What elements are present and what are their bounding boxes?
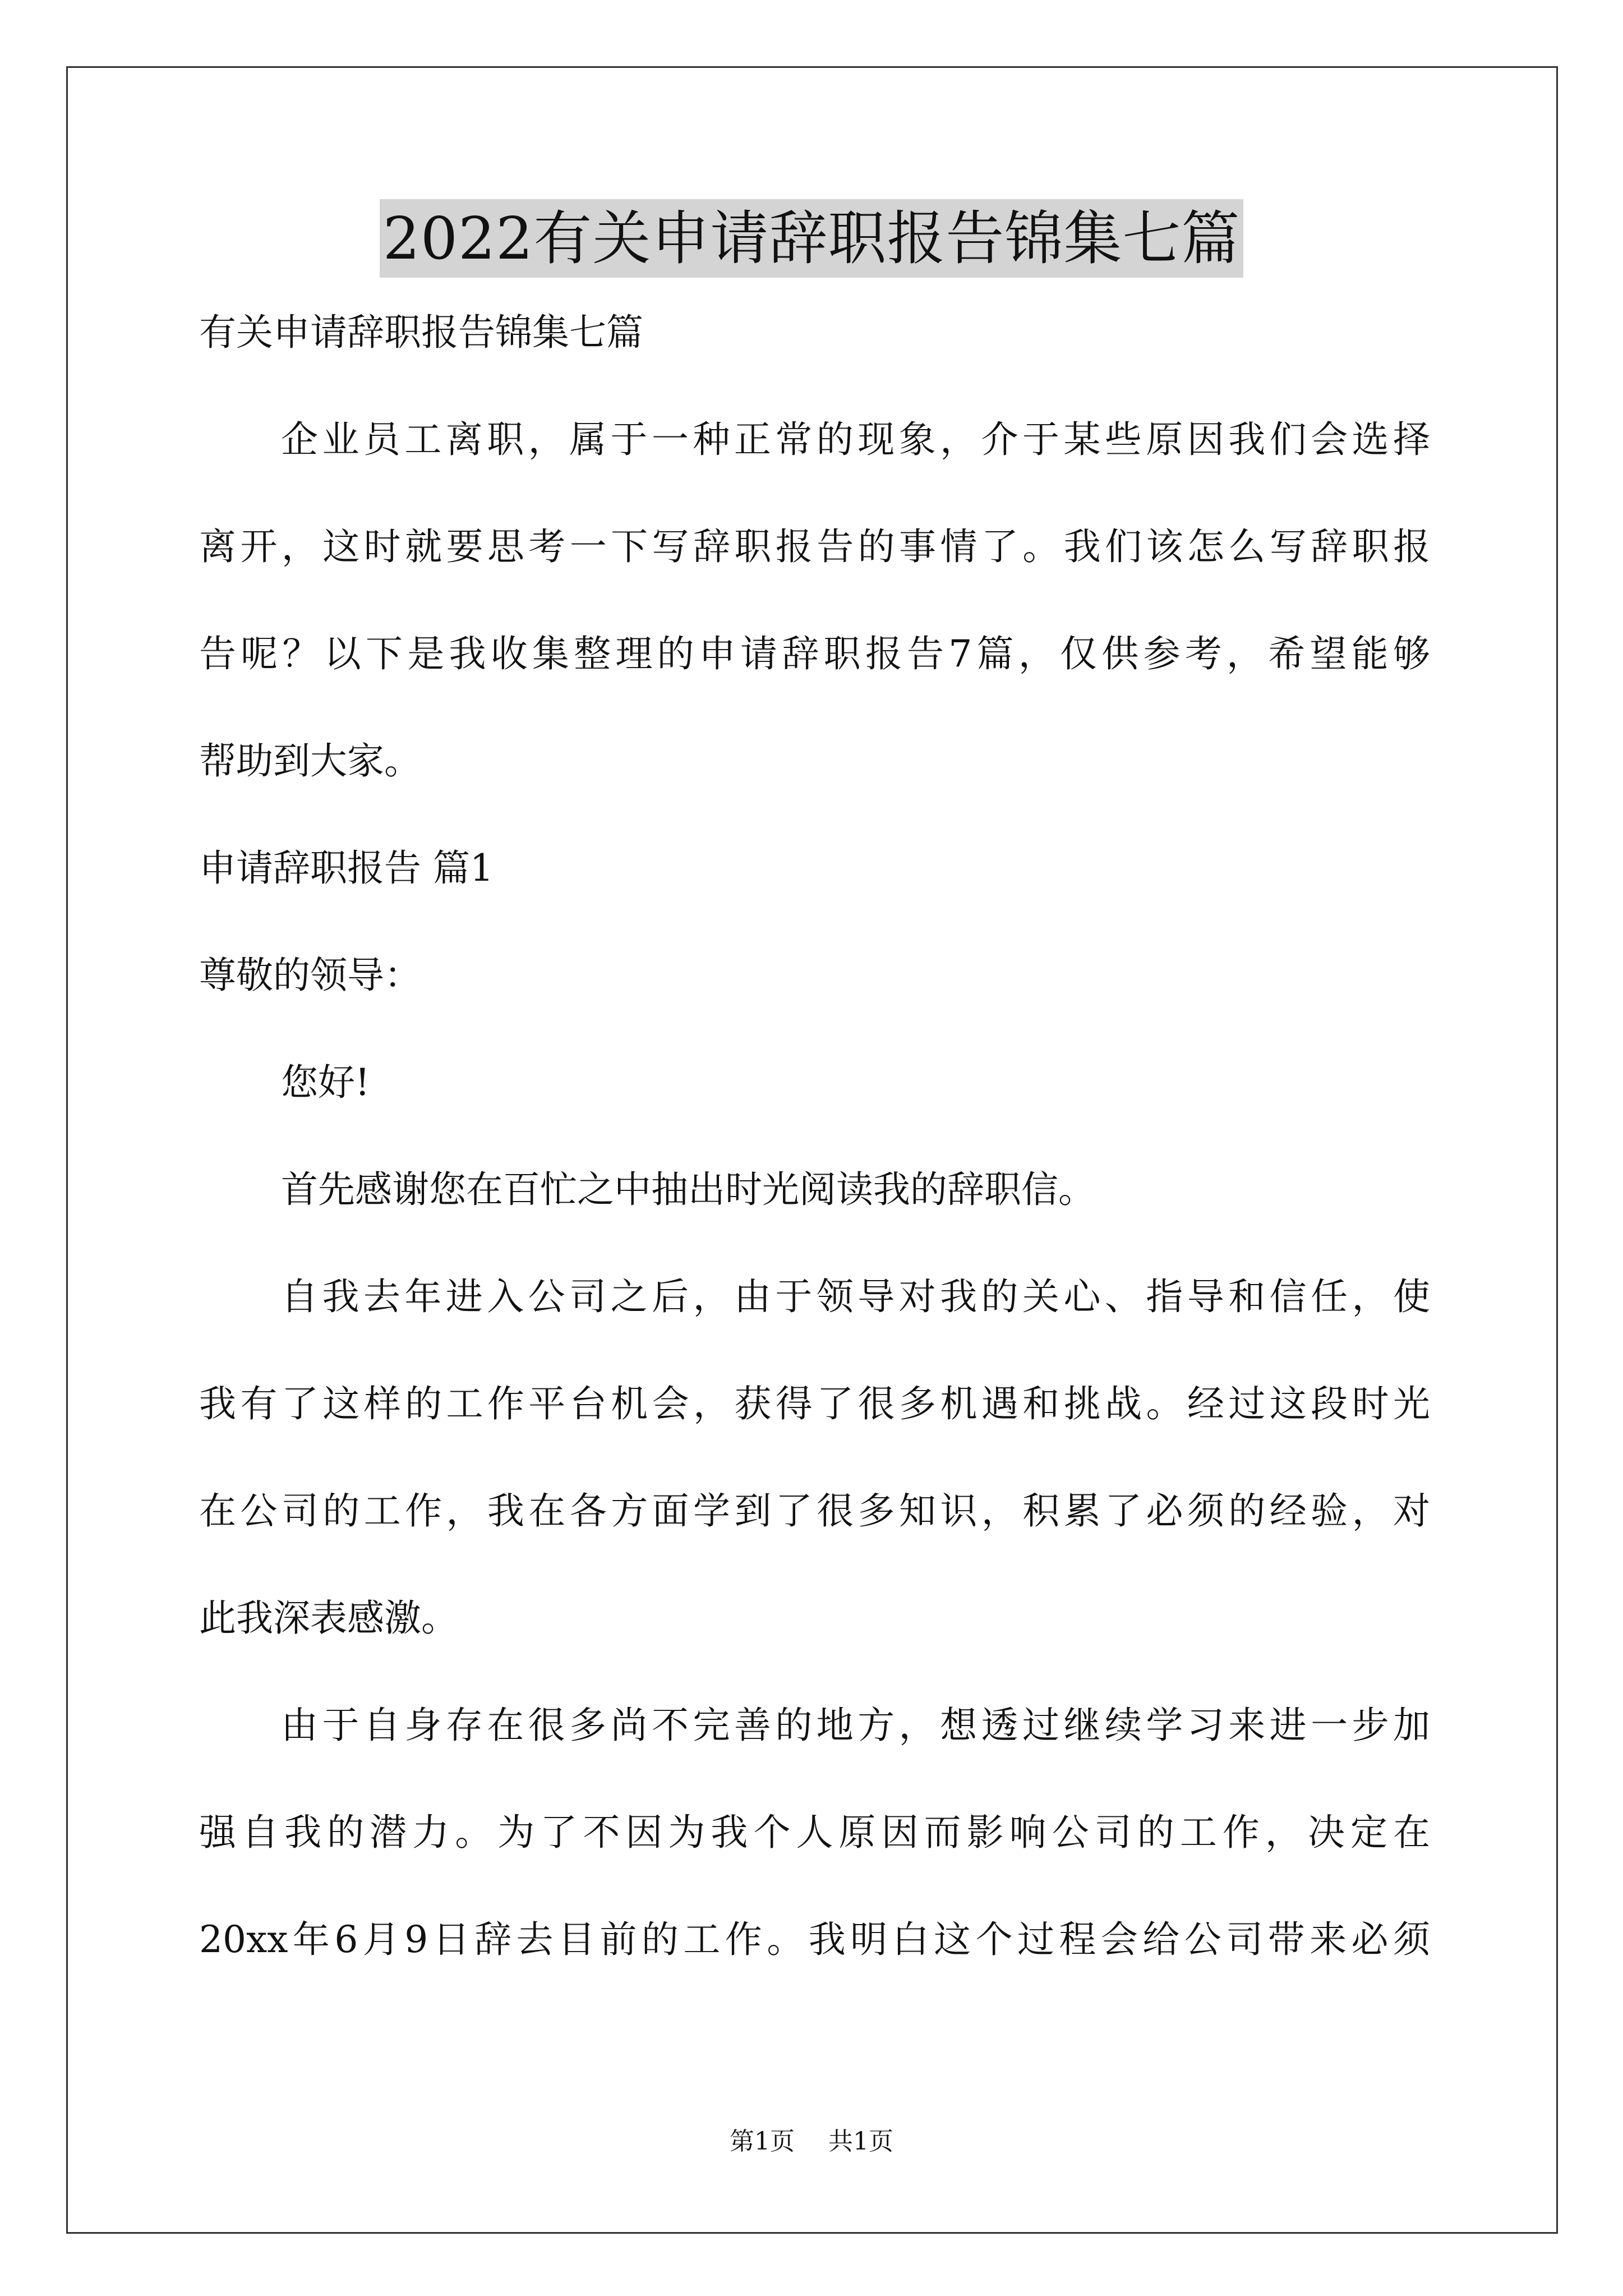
paragraph-line: 在公司的工作，我在各方面学到了很多知识，积累了必须的经验，对 [199, 1489, 1430, 1533]
paragraph-line: 此我深表感激。 [199, 1596, 458, 1640]
page-number: 第1页 [730, 2127, 795, 2156]
section-heading: 申请辞职报告 篇1 [199, 846, 494, 890]
paragraph-line: 告呢？以下是我收集整理的申请辞职报告7篇，仅供参考，希望能够 [199, 632, 1430, 675]
paragraph-line: 20xx年6月9日辞去目前的工作。我明白这个过程会给公司带来必须 [199, 1918, 1430, 1961]
paragraph-line: 强自我的潜力。为了不因为我个人原因而影响公司的工作，决定在 [199, 1811, 1430, 1854]
paragraph-line: 离开，这时就要思考一下写辞职报告的事情了。我们该怎么写辞职报 [199, 525, 1430, 568]
page-total: 共1页 [828, 2127, 893, 2156]
document-title: 2022有关申请辞职报告锦集七篇 [380, 199, 1244, 278]
paragraph-line: 由于自身存在很多尚不完善的地方，想透过继续学习来进一步加 [281, 1704, 1430, 1747]
paragraph-line: 帮助到大家。 [199, 739, 421, 783]
title-container [0, 199, 1623, 278]
paragraph-line: 自我去年进入公司之后，由于领导对我的关心、指导和信任，使 [281, 1275, 1430, 1318]
paragraph-line: 我有了这样的工作平台机会，获得了很多机遇和挑战。经过这段时光 [199, 1382, 1430, 1425]
greeting: 您好! [281, 1061, 370, 1104]
subtitle-line: 有关申请辞职报告锦集七篇 [199, 311, 643, 354]
page-footer [0, 2125, 1623, 2159]
paragraph-line: 企业员工离职，属于一种正常的现象，介于某些原因我们会选择 [281, 418, 1430, 461]
salutation: 尊敬的领导： [199, 954, 421, 997]
paragraph-line: 首先感谢您在百忙之中抽出时光阅读我的辞职信。 [281, 1168, 1095, 1211]
document-body [199, 306, 1430, 2020]
